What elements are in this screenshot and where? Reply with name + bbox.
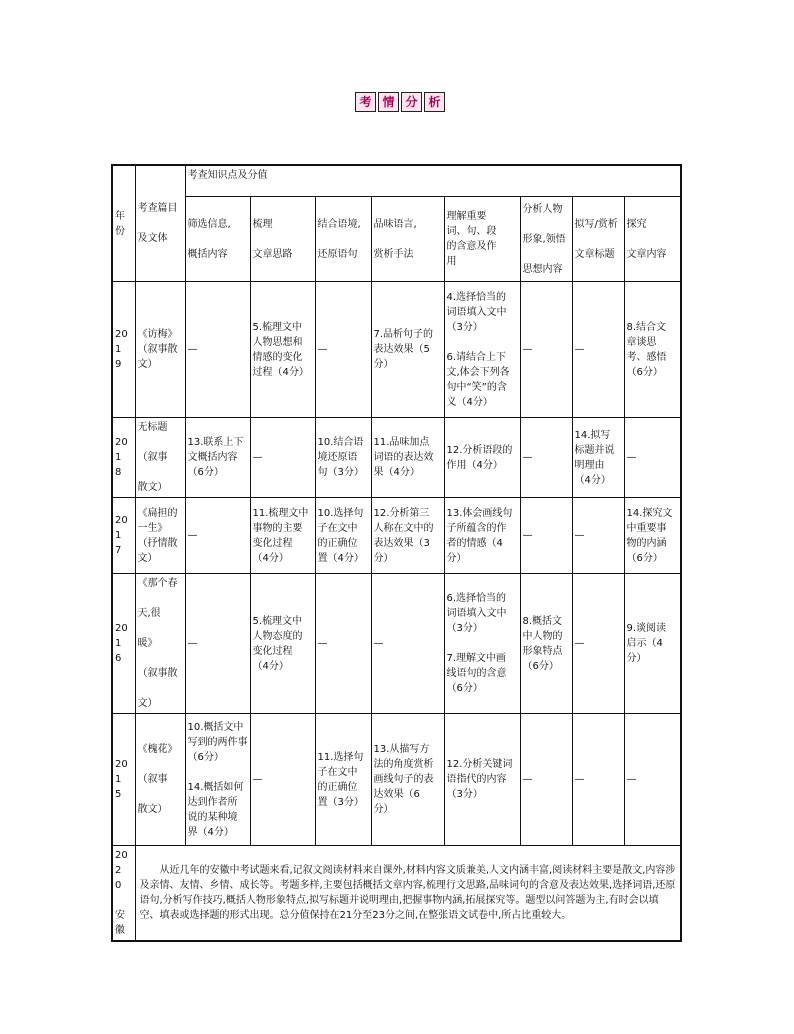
table-cell: 5.梳理文中 人物态度的 变化过程 （4分） xyxy=(250,574,315,714)
table-cell: 4.选择恰当的 词语填入文中 （3分） 6.请结合上下 文,体会下列各 句中“笑”的含 义（4分） xyxy=(444,282,520,418)
table-cell: 13.体会画线句 子所蕴含的作 者的情感（4 分） xyxy=(444,498,520,574)
row-year: 201 7 xyxy=(112,498,135,574)
table-row-2019 xyxy=(112,282,681,418)
table-cell: — xyxy=(250,714,315,846)
table-cell: — xyxy=(185,574,250,714)
table-cell: — xyxy=(185,498,250,574)
title-char: 分 xyxy=(401,92,422,112)
header-year: 年 份 xyxy=(112,165,135,282)
table-cell: — xyxy=(572,574,624,714)
table-cell: 6.选择恰当的 词语填入文中 （3分） 7.理解文中画 线语句的含意 （6分） xyxy=(444,574,520,714)
table-cell: — xyxy=(185,282,250,418)
row-year: 201 5 xyxy=(112,714,135,846)
table-cell: 12.分析关键词 语指代的内容 （3分） xyxy=(444,714,520,846)
row-article: 无标题 （叙事 散文） xyxy=(135,418,185,498)
row-article: 《槐花》 （叙事 散文） xyxy=(135,714,185,846)
row-year: 201 6 xyxy=(112,574,135,714)
table-cell: — xyxy=(572,282,624,418)
table-cell: 10.结合语 境还原语 句（3分） xyxy=(315,418,371,498)
summary-row xyxy=(112,846,681,942)
table-row-2016 xyxy=(112,574,681,714)
exam-analysis-table xyxy=(111,164,682,942)
row-article: 《扁担的 一生》 （抒情散 文） xyxy=(135,498,185,574)
summary-label: 202 0 安 徽 xyxy=(112,846,135,942)
table-row-2017 xyxy=(112,498,681,574)
table-cell: 10.概括文中 写到的两件事 （6分） 14.概括如何 达到作者所 说的某种境 界（4分） xyxy=(185,714,250,846)
header-col-structure: 梳理 文章思路 xyxy=(250,197,315,282)
row-article: 《那个春 天,很 暖》 （叙事散 文） xyxy=(135,574,185,714)
table-cell: 11.梳理文中 事物的主要 变化过程 （4分） xyxy=(250,498,315,574)
row-article: 《访梅》 （叙事散 文） xyxy=(135,282,185,418)
title-char: 考 xyxy=(355,92,376,112)
table-cell: — xyxy=(520,498,572,574)
table-cell: 14.探究文 中重要事 物的内涵 （6分） xyxy=(624,498,681,574)
table-cell: 12.分析语段的 作用（4分） xyxy=(444,418,520,498)
section-title xyxy=(355,92,445,112)
table-cell: 11.选择句 子在文中 的正确位 置（3分） xyxy=(315,714,371,846)
table-cell: — xyxy=(572,714,624,846)
table-row-2018 xyxy=(112,418,681,498)
row-year: 201 9 xyxy=(112,282,135,418)
header-col-summarize: 筛选信息, 概括内容 xyxy=(185,197,250,282)
header-group: 考查知识点及分值 xyxy=(185,165,681,197)
table-row-2015 xyxy=(112,714,681,846)
table-cell: 14.拟写 标题并说 明理由 （4分） xyxy=(572,418,624,498)
title-char: 情 xyxy=(378,92,399,112)
table-cell: 10.选择句 子在文中 的正确位 置（4分） xyxy=(315,498,371,574)
table-cell: — xyxy=(624,418,681,498)
table-cell: — xyxy=(572,498,624,574)
table-cell: 11.品味加点 词语的表达效 果（4分） xyxy=(371,418,444,498)
table-cell: 13.从描写方 法的角度赏析 画线句子的表 达效果（6 分） xyxy=(371,714,444,846)
row-year: 201 8 xyxy=(112,418,135,498)
table-cell: 9.谈阅读 启示（4 分） xyxy=(624,574,681,714)
table-cell: 8.结合文 章谈思 考、感悟 （6分） xyxy=(624,282,681,418)
header-col-character: 分析人物 形象,领悟 思想内容 xyxy=(520,197,572,282)
table-cell: 7.品析句子的 表达效果（5 分） xyxy=(371,282,444,418)
header-col-explore: 探究 文章内容 xyxy=(624,197,681,282)
header-article: 考查篇目 及文体 xyxy=(135,165,185,282)
header-col-meaning: 理解重要 词、句、段 的含意及作 用 xyxy=(444,197,520,282)
header-col-title: 拟写/赏析 文章标题 xyxy=(572,197,624,282)
summary-text: 从近几年的安徽中考试题来看,记叙文阅读材料来自课外,材料内容文质兼美,人文内涵丰富,阅读材料主要是散文,内容涉及亲情、友情、乡情、成长等。考题多样,主要包括概括文章内容,梳理行文思路,品味词句的含意及表达效果,选择词语,还原语句,分析写作技巧,概括人物形象特点,拟写标题并说明理由,把握事物内涵,拓展探究等。题型以问答题为主,有时会以填空、填表或选择题的形式出现。总分值保持在21分至23分之间,在整张语文试卷中,所占比重较大。 xyxy=(135,846,681,942)
table-cell: — xyxy=(624,714,681,846)
table-cell: — xyxy=(520,714,572,846)
table-cell: 5.梳理文中 人物思想和 情感的变化 过程（4分） xyxy=(250,282,315,418)
title-char: 析 xyxy=(424,92,445,112)
header-col-context: 结合语境, 还原语句 xyxy=(315,197,371,282)
table-cell: — xyxy=(371,574,444,714)
table-cell: — xyxy=(250,418,315,498)
header-col-language: 品味语言, 赏析手法 xyxy=(371,197,444,282)
table-cell: — xyxy=(520,282,572,418)
table-cell: 8.概括文 中人物的 形象特点 （6分） xyxy=(520,574,572,714)
table-cell: — xyxy=(520,418,572,498)
table-cell: 13.联系上下 文概括内容 （6分） xyxy=(185,418,250,498)
table-cell: 12.分析第三 人称在文中的 表达效果（3 分） xyxy=(371,498,444,574)
table-cell: — xyxy=(315,282,371,418)
table-cell: — xyxy=(315,574,371,714)
